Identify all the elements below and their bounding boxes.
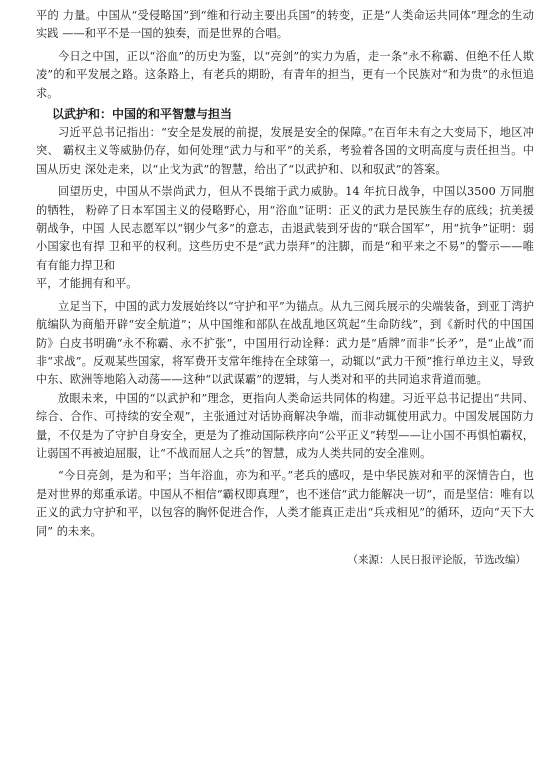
paragraph-3: 习近平总书记指出：“安全是发展的前提，发展是安全的保障。”在百年未有之大变局下，地区冲突、 霸权主义等威胁仍存，如何处理“武力与和平”的关系，考验着各国的文明高度与责任担当。中国从历史 深处走来，以“止戈为武”的智慧，给出了“以武护和、以和驭武”的答案。 xyxy=(36,126,534,176)
paragraph-6: 放眼未来，中国的“以武护和”理念，更指向人类命运共同体的构建。习近平总书记提出“共同、综合、合作、可持续的安全观”，主张通过对话协商解决争端，而非动辄使用武力。中国发展国防力量，不仅是为了守护自身安全，更是为了推动国际秩序向“公平正义”转型——让小国不再惧怕霸权，让弱国不再被迫屈服，让“不战而屈人之兵”的智慧，成为人类共同的安全准则。 xyxy=(36,391,534,460)
paragraph-4: 回望历史，中国从不崇尚武力，但从不畏缩于武力威胁。14 年抗日战争，中国以3500 万同胞的牺牲， 粉碎了日本军国主义的侵略野心，用“浴血”证明：正义的武力是民族生存的底线；抗美援朝战争，中国 人民志愿军以“钢少气多”的意志，击退武装到牙齿的“联合国军”，用“抗争”证明：弱小国家也有捍 卫和平的权利。这些历史不是“武力崇拜”的注脚，而是“和平来之不易”的警示——唯有有能力捍卫和 xyxy=(36,185,534,272)
source-note: （来源：人民日报评论版，节选改编） xyxy=(347,553,526,566)
paragraph-7: “今日亮剑，是为和平；当年浴血，亦为和平。”老兵的感叹，是中华民族对和平的深情告白，也是对世界的郑重承诺。中国从不相信“霸权即真理”，也不迷信“武力能解决一切”，而是坚信：唯有以正义的武力守护和平，以包容的胸怀促进合作，人类才能真正走出“兵戎相见”的循环，迈向“天下大同” 的未来。 xyxy=(36,469,534,538)
section-heading: 以武护和：中国的和平智慧与担当 xyxy=(52,107,233,122)
paragraph-5: 立足当下，中国的武力发展始终以“守护和平”为锚点。从九三阅兵展示的尖端装备，到亚丁湾护航编队为商船开辟“安全航道”；从中国维和部队在战乱地区筑起“生命防线”，到《新时代的中国国防》白皮书明确“永不称霸、永不扩张”，中国用行动诠释：武力是“盾牌”而非“长矛”，是“止战”而非“求战”。反观某些国家，将军费开支常年维持在全球第一，动辄以“武力干预”推行单边主义，导致中东、欧洲等地陷入动荡——这种“以武谋霸”的逻辑，与人类对和平的共同追求背道而驰。 xyxy=(36,299,534,387)
paragraph-1: 平的 力量。中国从“受侵略国”到“维和行动主要出兵国”的转变，正是“人类命运共同体”理念的生动实践 ——和平不是一国的独奏，而是世界的合唱。 xyxy=(36,9,534,41)
paragraph-2: 今日之中国，正以“浴血”的历史为鉴，以“亮剑”的实力为盾，走一条“永不称霸、但绝不任人欺凌”的和平发展之路。这条路上，有老兵的期盼，有青年的担当，更有一个民族对“和为贵”的永恒追求。 xyxy=(36,49,534,100)
paragraph-4-continued: 平，才能拥有和平。 xyxy=(36,277,138,291)
